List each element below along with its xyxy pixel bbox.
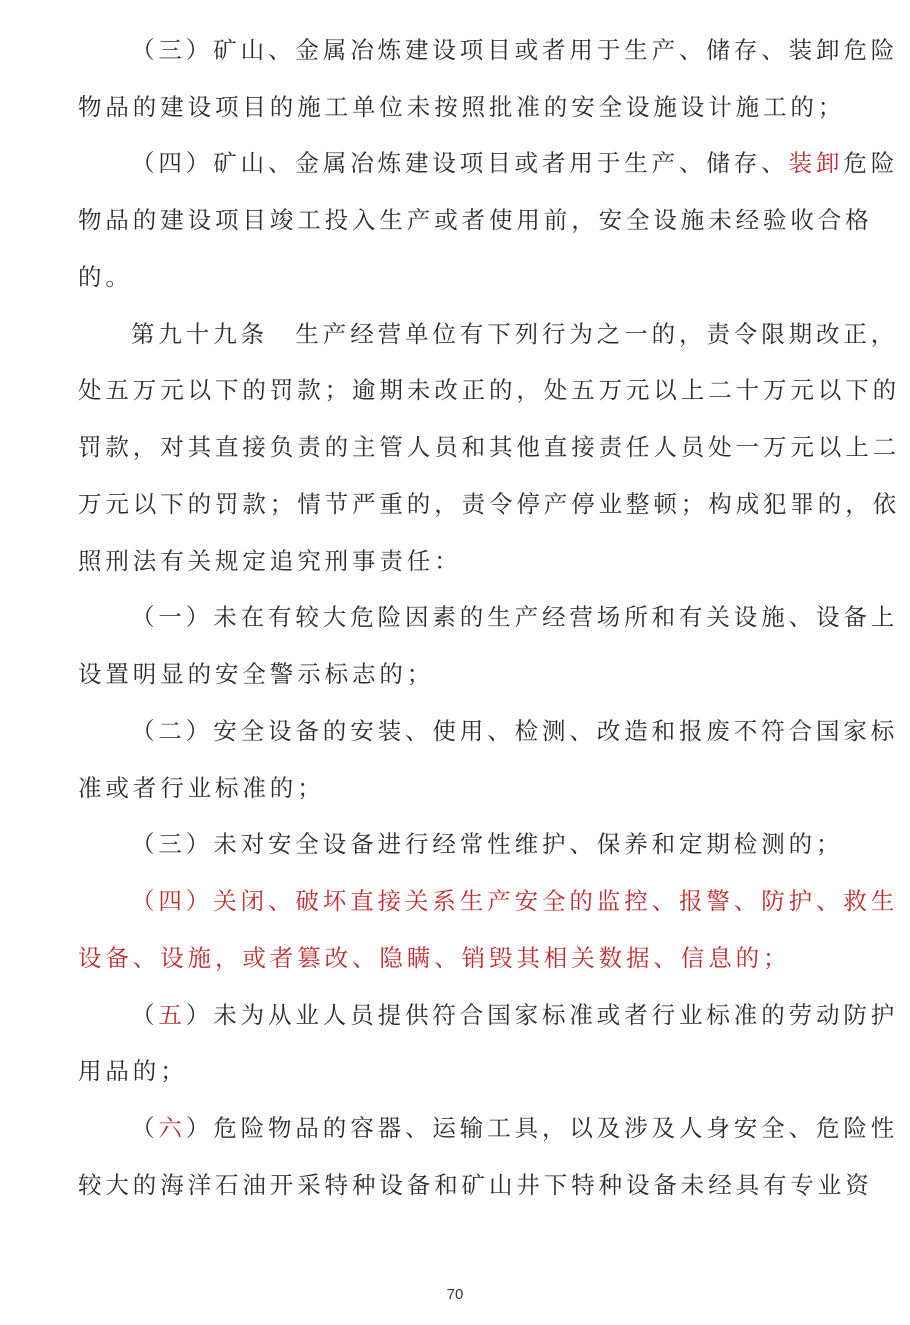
text-line: 处五万元以下的罚款；逾期未改正的，处五万元以上二十万元以下的 [78, 376, 900, 404]
text-line: （三）矿山、金属冶炼建设项目或者用于生产、储存、装卸危险 [131, 36, 899, 64]
text-line [131, 999, 898, 1031]
article-heading-line: 第九十九条 生产经营单位有下列行为之一的，责令限期改正， [131, 320, 899, 348]
text-segment: ）未为从业人员提供符合国家标准或者行业标准的劳动防护 [185, 1001, 899, 1029]
text-line: 万元以下的罚款；情节严重的，责令停产停业整顿；构成犯罪的，依 [78, 490, 900, 518]
highlighted-text: 五 [158, 1001, 186, 1029]
text-segment: （四）矿山、金属冶炼建设项目或者用于生产、储存、 [131, 149, 789, 177]
text-line [131, 1112, 898, 1144]
highlighted-text-line: 设备、设施，或者篡改、隐瞒、销毁其相关数据、信息的； [78, 944, 791, 972]
text-segment: ）危险物品的容器、运输工具，以及涉及人身安全、危险性 [185, 1114, 899, 1142]
text-line: 较大的海洋石油开采特种设备和矿山井下特种设备未经具有专业资 [78, 1171, 873, 1199]
text-line: 物品的建设项目竣工投入生产或者使用前，安全设施未经验收合格 [78, 206, 873, 234]
text-line [131, 147, 898, 179]
text-line: （二）安全设备的安装、使用、检测、改造和报废不符合国家标 [131, 717, 899, 745]
text-line: 用品的； [78, 1057, 188, 1085]
highlighted-text: 装卸 [788, 149, 844, 177]
text-line: 设置明显的安全警示标志的； [78, 660, 435, 688]
text-line: 照刑法有关规定追究刑事责任： [78, 547, 462, 575]
text-line: （三）未对安全设备进行经常性维护、保养和定期检测的； [131, 830, 844, 858]
text-segment: （ [131, 1114, 159, 1142]
text-line: 物品的建设项目的施工单位未按照批准的安全设施设计施工的； [78, 93, 846, 121]
highlighted-text-line: （四）关闭、破坏直接关系生产安全的监控、报警、防护、救生 [131, 887, 899, 915]
text-segment: （ [131, 1001, 159, 1029]
text-line: 罚款，对其直接负责的主管人员和其他直接责任人员处一万元以上二 [78, 433, 900, 461]
highlighted-text: 六 [158, 1114, 186, 1142]
text-line: 准或者行业标准的； [78, 774, 325, 802]
page-number: 70 [446, 1286, 464, 1303]
text-segment: 危险 [843, 149, 899, 177]
text-line: 的。 [78, 263, 133, 291]
text-line: （一）未在有较大危险因素的生产经营场所和有关设施、设备上 [131, 603, 899, 631]
